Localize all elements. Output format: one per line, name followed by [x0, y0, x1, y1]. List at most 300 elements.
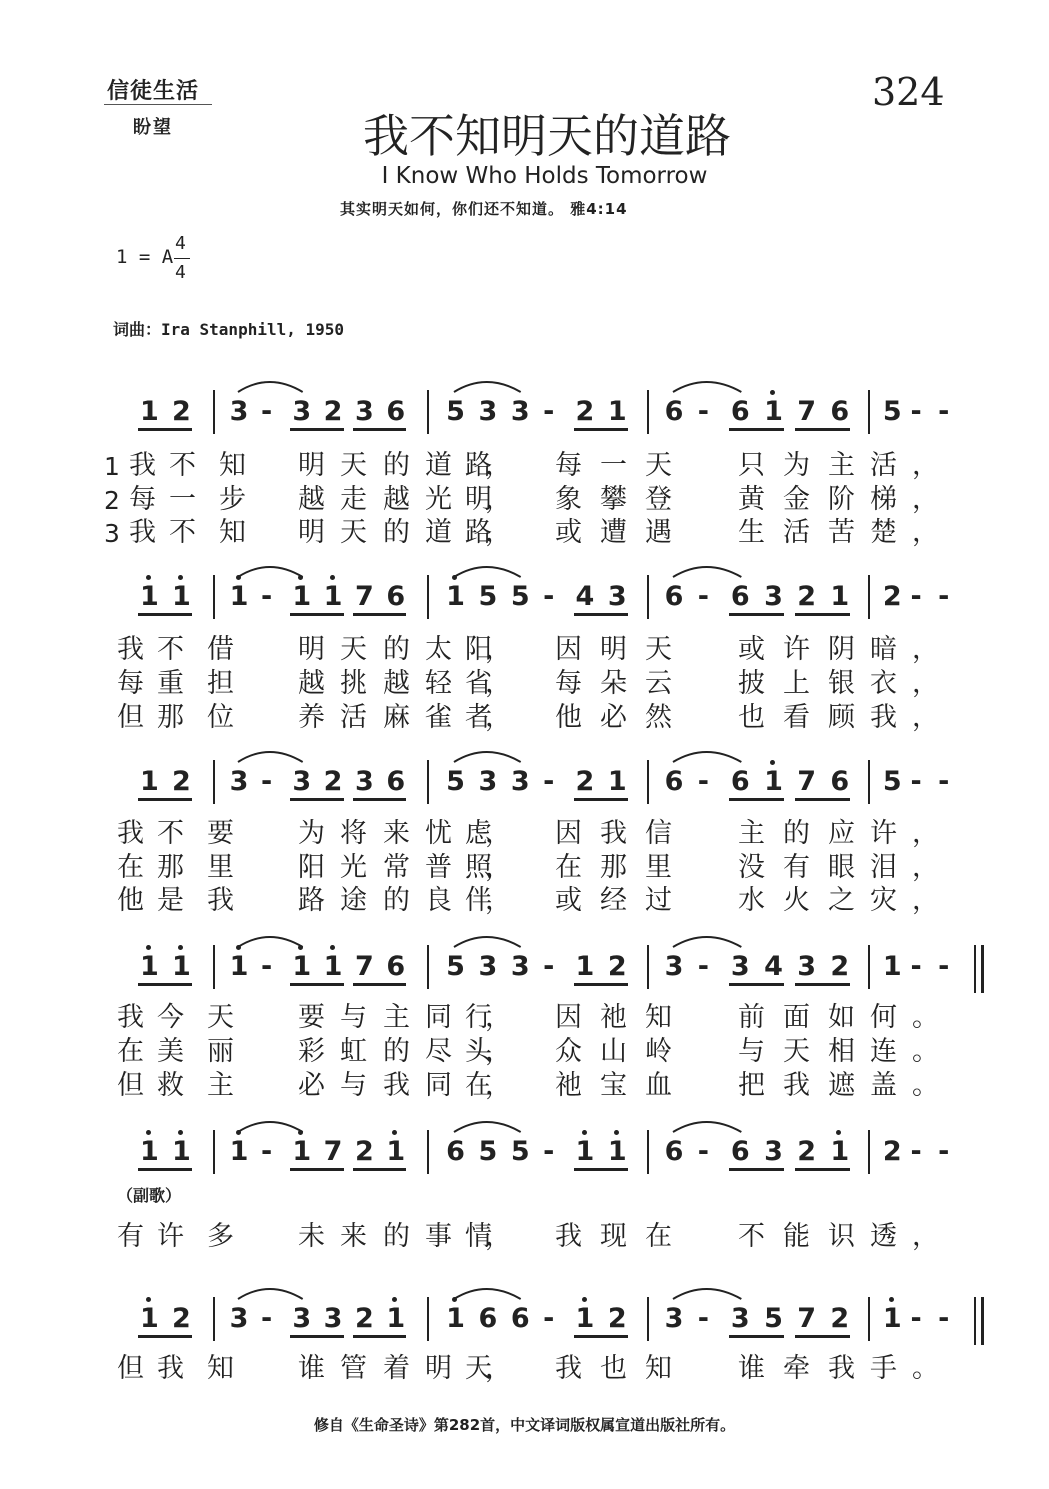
lyric-char: 不 [157, 818, 184, 849]
eighth-beam [574, 1335, 628, 1338]
lyric-char: 但 [117, 702, 144, 733]
lyric-char: 天 [340, 634, 367, 665]
note: 6 [478, 1303, 498, 1334]
lyric-char: 重 [157, 668, 184, 699]
slur [236, 931, 307, 949]
lyric-char: 途 [340, 885, 367, 916]
note: 5 [446, 396, 465, 427]
eighth-beam [574, 798, 628, 801]
lyric-char: 暗 [870, 634, 897, 665]
dash: - [261, 766, 273, 797]
note: 1 [292, 951, 312, 982]
note: 1 [607, 396, 627, 427]
high-octave-dot [146, 945, 151, 950]
high-octave-dot [392, 1130, 397, 1135]
lyric-char: 我 [117, 1002, 144, 1033]
high-octave-dot [889, 1297, 894, 1302]
eighth-beam [574, 613, 628, 616]
note: 1 [575, 951, 595, 982]
eighth-beam [290, 983, 343, 986]
note: 5 [882, 766, 902, 797]
lyric-char: 活 [783, 517, 810, 548]
barline [868, 760, 870, 804]
high-octave-dot [178, 575, 183, 580]
lyric-char: 要 [298, 1002, 325, 1033]
lyric-char: ， [912, 450, 939, 481]
lyric-char: ， [485, 818, 512, 849]
eighth-beam [574, 428, 628, 431]
lyric-char: 每 [129, 484, 156, 515]
lyric-char: 雀 [425, 702, 452, 733]
high-octave-dot [770, 760, 775, 765]
lyric-char: 山 [600, 1036, 627, 1067]
lyric-char: 丽 [207, 1036, 234, 1067]
dash: - [697, 766, 709, 797]
lyric-char: 火 [783, 885, 810, 916]
dash: - [697, 396, 709, 427]
lyric-char: 走 [340, 484, 367, 515]
note: 3 [510, 396, 530, 427]
note: 5 [478, 1136, 498, 1167]
lyric-char: 越 [298, 484, 325, 515]
lyric-char: 光 [340, 852, 367, 883]
slur [671, 1283, 745, 1301]
lyric-char: 谁 [298, 1353, 325, 1384]
lyric-char: 阳 [298, 852, 325, 883]
lyric-char: ， [912, 517, 939, 548]
note: 5 [446, 951, 465, 982]
lyric-char: 今 [157, 1002, 184, 1033]
note: 2 [882, 581, 902, 612]
lyric-char: 道 [425, 450, 452, 481]
eighth-beam [290, 1168, 343, 1171]
lyric-char: 步 [219, 484, 246, 515]
dash: - [910, 581, 922, 612]
lyric-char: 情 [465, 1221, 492, 1252]
note: 6 [830, 766, 850, 797]
lyric-char: 水 [738, 885, 765, 916]
note: 3 [229, 1303, 249, 1334]
lyric-char: 挑 [340, 668, 367, 699]
lyric-char: 或 [738, 634, 765, 665]
final-barline [981, 1297, 984, 1345]
lyric-char: 苦 [828, 517, 855, 548]
note: 3 [730, 1303, 750, 1334]
barline [427, 575, 429, 619]
lyric-char: 主 [828, 450, 855, 481]
lyric-char: 主 [383, 1002, 410, 1033]
dash: - [938, 1303, 950, 1334]
lyric-char: 管 [340, 1353, 367, 1384]
note: 2 [830, 951, 850, 982]
lyric-char: 常 [383, 852, 410, 883]
note: 3 [797, 951, 817, 982]
lyric-char: 的 [383, 634, 410, 665]
lyric-char: 把 [738, 1070, 765, 1101]
note: 6 [386, 766, 406, 797]
lyric-char: 的 [383, 1036, 410, 1067]
lyric-char: 银 [828, 668, 855, 699]
lyric-char: 一 [169, 484, 196, 515]
note: 7 [355, 951, 374, 982]
lyric-char: 我 [117, 634, 144, 665]
lyric-char: 每 [117, 668, 144, 699]
dash: - [543, 951, 555, 982]
slur [236, 746, 307, 764]
lyric-char: 梯 [870, 484, 897, 515]
eighth-beam [353, 428, 406, 431]
note: 7 [797, 396, 817, 427]
lyric-char: 但 [117, 1070, 144, 1101]
note: 1 [830, 1136, 850, 1167]
lyric-char: ， [485, 668, 512, 699]
high-octave-dot [392, 1297, 397, 1302]
high-octave-dot [178, 945, 183, 950]
note: 1 [140, 951, 159, 982]
lyric-char: 忧 [425, 818, 452, 849]
final-barline [974, 1297, 976, 1345]
lyric-char: 借 [207, 634, 234, 665]
high-octave-dot [330, 575, 335, 580]
lyric-char: 在 [465, 1070, 492, 1101]
lyric-char: ， [912, 484, 939, 515]
lyric-char: 照 [465, 852, 492, 883]
lyric-char: 知 [645, 1353, 672, 1384]
lyric-char: 一 [600, 450, 627, 481]
slur [236, 1116, 307, 1134]
lyric-char: 我 [600, 818, 627, 849]
lyric-char: 明 [298, 517, 325, 548]
eighth-beam [138, 428, 192, 431]
note: 1 [575, 1303, 595, 1334]
barline [213, 760, 215, 804]
eighth-beam [729, 1168, 784, 1171]
note: 1 [172, 1136, 191, 1167]
scripture-reference: 其实明天如何，你们还不知道。 雅4:14 [340, 200, 628, 218]
eighth-beam [138, 613, 192, 616]
lyric-char: ， [912, 852, 939, 883]
eighth-beam [290, 613, 343, 616]
lyric-char: 许 [157, 1221, 184, 1252]
lyric-char: 。 [912, 1353, 939, 1384]
title-chinese: 我不知明天的道路 [363, 109, 731, 163]
note: 1 [386, 1136, 406, 1167]
lyric-char: 之 [828, 885, 855, 916]
eighth-beam [353, 983, 406, 986]
lyric-char: 光 [425, 484, 452, 515]
lyric-char: 普 [425, 852, 452, 883]
note: 1 [229, 581, 249, 612]
lyric-char: 的 [383, 1221, 410, 1252]
high-octave-dot [146, 1297, 151, 1302]
dash: - [261, 581, 273, 612]
note: 1 [140, 766, 159, 797]
eighth-beam [795, 798, 850, 801]
dash: - [938, 396, 950, 427]
lyric-char: 祂 [555, 1070, 582, 1101]
note: 1 [764, 766, 783, 797]
lyric-char: 金 [783, 484, 810, 515]
note: 2 [607, 951, 627, 982]
lyric-char: ， [485, 1002, 512, 1033]
lyric-char: 与 [340, 1002, 367, 1033]
lyric-char: 为 [783, 450, 810, 481]
note: 1 [323, 951, 343, 982]
lyric-char: 我 [129, 517, 156, 548]
barline [868, 1297, 870, 1341]
lyric-char: 越 [298, 668, 325, 699]
lyric-char: 伴 [465, 885, 492, 916]
note: 1 [764, 396, 783, 427]
lyric-char: 的 [383, 517, 410, 548]
note: 3 [292, 396, 312, 427]
lyric-char: 我 [207, 885, 234, 916]
lyric-char: 遇 [645, 517, 672, 548]
lyric-char: 我 [870, 702, 897, 733]
lyric-char: 天 [340, 450, 367, 481]
lyric-char: 为 [298, 818, 325, 849]
lyric-char: 位 [207, 702, 234, 733]
lyric-char: 轻 [425, 668, 452, 699]
barline [647, 575, 649, 619]
lyric-char: 天 [207, 1002, 234, 1033]
lyric-char: 我 [157, 1353, 184, 1384]
note: 6 [446, 1136, 465, 1167]
lyric-char: 因 [555, 1002, 582, 1033]
barline [427, 1297, 429, 1341]
lyric-char: 与 [738, 1036, 765, 1067]
lyric-char: 应 [828, 818, 855, 849]
lyric-char: 在 [117, 852, 144, 883]
lyric-char: 看 [783, 702, 810, 733]
lyric-char: 主 [207, 1070, 234, 1101]
lyric-char: 美 [157, 1036, 184, 1067]
note: 1 [140, 1303, 159, 1334]
lyric-char: 衣 [870, 668, 897, 699]
lyric-char: 许 [783, 634, 810, 665]
eighth-beam [290, 798, 343, 801]
note: 3 [323, 1303, 343, 1334]
lyric-char: 我 [555, 1353, 582, 1384]
note: 1 [575, 1136, 595, 1167]
lyric-char: 道 [425, 517, 452, 548]
lyric-char: 在 [645, 1221, 672, 1252]
barline [427, 1130, 429, 1174]
copyright-footer: 修自《生命圣诗》第282首，中文译词版权属宣道出版社所有。 [313, 1416, 736, 1434]
note: 7 [355, 581, 374, 612]
lyric-char: 相 [828, 1036, 855, 1067]
lyric-char: 祂 [600, 1002, 627, 1033]
lyric-char: 顾 [828, 702, 855, 733]
lyric-char: 天 [465, 1353, 492, 1384]
dash: - [261, 1136, 273, 1167]
lyric-char: 现 [600, 1221, 627, 1252]
lyric-char: 连 [870, 1036, 897, 1067]
note: 6 [664, 396, 684, 427]
lyric-char: 或 [555, 885, 582, 916]
high-octave-dot [770, 390, 775, 395]
lyric-char: 手 [870, 1353, 897, 1384]
note: 4 [764, 951, 783, 982]
lyric-char: 明 [465, 484, 492, 515]
lyric-char: 阶 [828, 484, 855, 515]
lyric-char: 知 [645, 1002, 672, 1033]
note: 2 [172, 396, 191, 427]
eighth-beam [729, 1335, 784, 1338]
note: 3 [510, 951, 530, 982]
lyric-char: 同 [425, 1002, 452, 1033]
note: 2 [607, 1303, 627, 1334]
lyric-char: 。 [912, 1036, 939, 1067]
high-octave-dot [582, 1297, 587, 1302]
lyric-char: 遮 [828, 1070, 855, 1101]
dash: - [910, 766, 922, 797]
lyric-char: 明 [298, 450, 325, 481]
barline [213, 1297, 215, 1341]
note: 1 [882, 951, 902, 982]
lyric-char: 是 [157, 885, 184, 916]
high-octave-dot [582, 1130, 587, 1135]
eighth-beam [795, 1168, 850, 1171]
lyric-char: 天 [340, 517, 367, 548]
lyric-char: ， [485, 852, 512, 883]
lyric-char: ， [485, 885, 512, 916]
eighth-beam [795, 983, 850, 986]
note: 3 [355, 396, 374, 427]
lyric-char: 没 [738, 852, 765, 883]
lyric-char: 宝 [600, 1070, 627, 1101]
barline [427, 390, 429, 434]
eighth-beam [138, 1335, 192, 1338]
dash: - [543, 581, 555, 612]
slur [671, 746, 745, 764]
note: 2 [355, 1136, 374, 1167]
note: 1 [386, 1303, 406, 1334]
dash: - [697, 951, 709, 982]
barline [647, 1130, 649, 1174]
lyric-char: 每 [555, 668, 582, 699]
note: 2 [172, 1303, 191, 1334]
barline [427, 945, 429, 989]
lyric-char: 攀 [600, 484, 627, 515]
note: 7 [323, 1136, 343, 1167]
note: 7 [797, 766, 817, 797]
note: 6 [386, 581, 406, 612]
lyric-char: ， [485, 634, 512, 665]
note: 1 [607, 766, 627, 797]
lyric-char: 虑 [465, 818, 492, 849]
dash: - [697, 581, 709, 612]
lyric-char: 担 [207, 668, 234, 699]
eighth-beam [729, 983, 784, 986]
lyric-char: 因 [555, 634, 582, 665]
lyric-char: 彩 [298, 1036, 325, 1067]
lyric-char: 那 [157, 852, 184, 883]
barline [868, 945, 870, 989]
slur [236, 376, 307, 394]
barline [647, 760, 649, 804]
slur [452, 376, 525, 394]
note: 2 [323, 766, 343, 797]
lyric-char: 或 [555, 517, 582, 548]
lyric-char: 越 [383, 668, 410, 699]
eighth-beam [353, 798, 406, 801]
lyric-char: 将 [340, 818, 367, 849]
note: 2 [575, 766, 595, 797]
lyric-char: 那 [600, 852, 627, 883]
lyric-char: 事 [425, 1221, 452, 1252]
time-signature-bottom: 4 [175, 262, 186, 283]
lyric-char: 灾 [870, 885, 897, 916]
lyric-char: 尽 [425, 1036, 452, 1067]
dash: - [938, 581, 950, 612]
note: 1 [229, 951, 249, 982]
hymn-number: 324 [872, 70, 945, 114]
note: 5 [478, 581, 498, 612]
note: 3 [478, 766, 498, 797]
note: 3 [510, 766, 530, 797]
lyric-char: 太 [425, 634, 452, 665]
lyric-char: 经 [600, 885, 627, 916]
lyric-char: 。 [912, 1070, 939, 1101]
barline [868, 575, 870, 619]
eighth-beam [353, 1335, 406, 1338]
lyric-char: 也 [600, 1353, 627, 1384]
slur [452, 1283, 525, 1301]
slur [671, 1116, 745, 1134]
dash: - [697, 1303, 709, 1334]
credits: 词曲：Ira Stanphill, 1950 [113, 320, 345, 339]
note: 2 [882, 1136, 902, 1167]
note: 3 [355, 766, 374, 797]
lyric-char: 但 [117, 1353, 144, 1384]
high-octave-dot [178, 1130, 183, 1135]
lyric-char: 每 [555, 450, 582, 481]
lyric-char: 识 [828, 1221, 855, 1252]
note: 3 [664, 1303, 684, 1334]
lyric-char: 透 [870, 1221, 897, 1252]
lyric-char: 许 [870, 818, 897, 849]
note: 2 [797, 581, 817, 612]
lyric-char: 他 [117, 885, 144, 916]
lyric-char: ， [912, 1221, 939, 1252]
note: 4 [575, 581, 595, 612]
note: 2 [355, 1303, 374, 1334]
lyric-char: 有 [783, 852, 810, 883]
barline [647, 1297, 649, 1341]
note: 2 [172, 766, 191, 797]
lyric-char: 在 [117, 1036, 144, 1067]
lyric-char: 麻 [383, 702, 410, 733]
dash: - [261, 396, 273, 427]
dash: - [938, 951, 950, 982]
note: 5 [764, 1303, 783, 1334]
note: 6 [664, 581, 684, 612]
time-signature-line [174, 258, 190, 259]
time-signature-top: 4 [175, 233, 186, 254]
note: 1 [229, 1136, 249, 1167]
lyric-char: ， [912, 702, 939, 733]
note: 6 [510, 1303, 530, 1334]
note: 6 [664, 766, 684, 797]
slur [671, 561, 745, 579]
lyric-char: 明 [600, 634, 627, 665]
eighth-beam [729, 798, 784, 801]
dash: - [543, 766, 555, 797]
lyric-char: 来 [340, 1221, 367, 1252]
high-octave-dot [614, 1130, 619, 1135]
lyric-char: 不 [738, 1221, 765, 1252]
